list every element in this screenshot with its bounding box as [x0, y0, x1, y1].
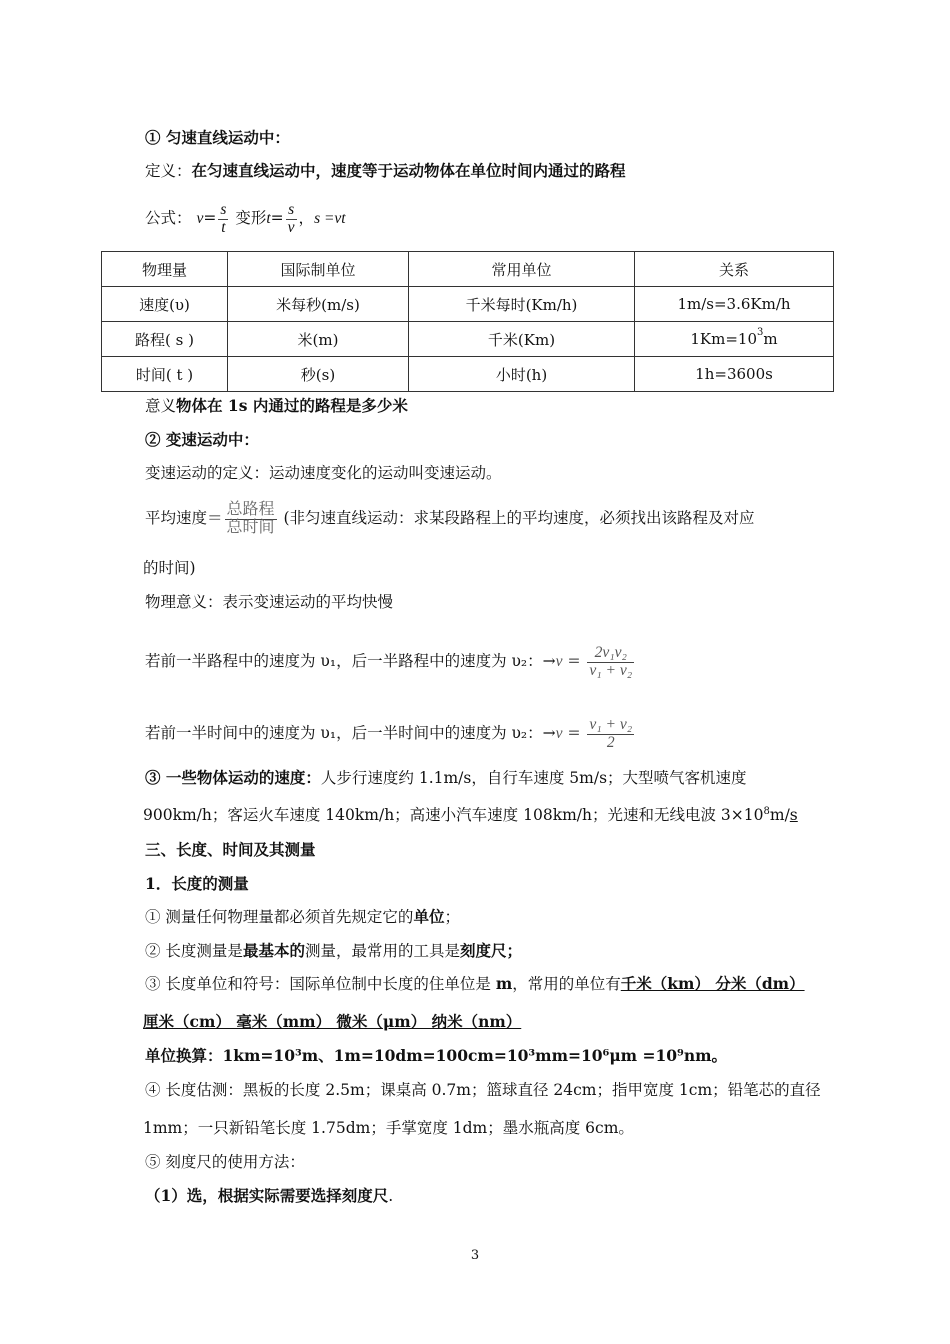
frac-num-v1-plus-v2: v₁ + v₂ — [589, 716, 633, 734]
speeds-line-1 — [145, 768, 747, 788]
frac-num-total-distance: 总路程 — [226, 500, 275, 518]
fraction-s-over-t — [218, 202, 228, 236]
formula-s-vt: s =vt — [314, 210, 346, 227]
heading-uniform-motion: ① 匀速直线运动中： — [145, 128, 290, 147]
frac-num-s2: s — [288, 201, 295, 219]
unit-conversion: 单位换算：1km=10³m、1m=10dm=100cm=10³mm=10⁶μm =10⁹nm。 — [145, 1046, 727, 1065]
speeds-exponent: 8 — [763, 806, 770, 817]
frac-den-v1-plus-v2: v₁ + v₂ — [589, 661, 633, 679]
speeds-unit-s: s — [789, 806, 798, 824]
units-table — [101, 251, 834, 392]
meaning-line — [145, 396, 408, 416]
frac-num-2v1v2: 2v₁v₂ — [594, 644, 627, 662]
frac-den-2: 2 — [587, 734, 634, 751]
table-cell: 时间( t ) — [102, 357, 228, 392]
table-header-cell: 物理量 — [102, 252, 228, 287]
table-header-row — [102, 252, 834, 287]
speeds-unit: m/ — [769, 806, 790, 824]
half-time-eq: = — [562, 724, 586, 742]
point-2-text-b: 测量，最常用的工具是 — [304, 942, 460, 960]
formula-label: 公式： — [145, 209, 192, 227]
half-distance-eq: = — [562, 652, 586, 670]
point-1-end: ； — [444, 908, 460, 926]
definition-label: 定义： — [145, 162, 192, 180]
table-cell: 速度(υ) — [102, 287, 228, 322]
point-4-cont: 1mm；一只新铅笔长度 1.75dm；手掌宽度 1dm；墨水瓶高度 6cm。 — [143, 1119, 634, 1137]
half-distance-text: 若前一半路程中的速度为 υ₁，后一半路程中的速度为 υ₂：→ — [145, 652, 556, 670]
point-1-bold: 单位 — [413, 907, 445, 926]
point-5: ⑤ 刻度尺的使用方法： — [145, 1153, 305, 1171]
point-6-end: . — [388, 1187, 394, 1205]
point-2 — [145, 941, 522, 961]
table-header-cell: 国际制单位 — [228, 252, 409, 287]
formula-line — [145, 196, 346, 240]
formula-transform-label: 变形 — [235, 209, 267, 227]
table-cell: 1m/s=3.6Km/h — [635, 287, 834, 322]
formula-equals: = — [203, 209, 217, 227]
heading-variable-motion: ② 变速运动中： — [145, 430, 259, 449]
fraction-s-over-v — [286, 202, 297, 236]
table-cell: 小时(h) — [409, 357, 635, 392]
table-row — [102, 322, 834, 357]
point-3-bold: m — [495, 974, 513, 993]
relation-unit: m — [763, 330, 778, 348]
point-3-cont: 厘米（cm） 毫米（mm） 微米（μm） 纳米（nm） — [143, 1012, 522, 1031]
definition-line — [145, 161, 626, 181]
relation-exponent: 3 — [757, 327, 764, 338]
half-distance-v: v — [555, 653, 563, 670]
speeds-line-2 — [143, 805, 798, 825]
table-cell: 1h=3600s — [635, 357, 834, 392]
point-2-bold-b: 刻度尺； — [459, 941, 522, 960]
point-2-text-a: ② 长度测量是 — [145, 942, 243, 960]
point-3-text-a: ③ 长度单位和符号：国际单位制中长度的住单位是 — [145, 975, 496, 993]
speeds-text-2: 900km/h；客运火车速度 140km/h；高速小汽车速度 108km/h；光速和无线电波 3×10 — [143, 806, 764, 824]
meaning-label: 意义 — [145, 397, 177, 415]
average-speed-label: 平均速度＝ — [145, 509, 223, 527]
fraction-harmonic-mean — [587, 645, 634, 679]
average-speed-note-cont: 的时间) — [143, 559, 196, 577]
half-time-v: v — [555, 725, 563, 742]
subsection-title: 1．长度的测量 — [145, 874, 249, 893]
table-row — [102, 357, 834, 392]
speeds-heading: ③ 一些物体运动的速度： — [145, 768, 321, 787]
average-speed-note: (非匀速直线运动：求某段路程上的平均速度，必须找出该路程及对应 — [283, 509, 755, 527]
table-cell: 秒(s) — [228, 357, 409, 392]
formula-equals-2: = — [270, 209, 284, 227]
formula-comma: ， — [298, 209, 315, 227]
half-distance-line — [145, 636, 636, 686]
half-time-text: 若前一半时间中的速度为 υ₁，后一半时间中的速度为 υ₂：→ — [145, 724, 556, 742]
formula-t: t — [266, 210, 271, 227]
frac-den-t: t — [218, 219, 228, 236]
point-6 — [145, 1186, 393, 1206]
frac-num-s: s — [220, 201, 227, 219]
table-header-cell: 常用单位 — [409, 252, 635, 287]
fraction-total-distance-over-time — [225, 502, 277, 537]
point-3-text-b: ，常用的单位有 — [512, 975, 621, 993]
point-2-bold-a: 最基本的 — [242, 941, 305, 960]
relation-text: 1Km=10 — [690, 330, 758, 348]
table-cell: 米每秒(m/s) — [228, 287, 409, 322]
section-title: 三、长度、时间及其测量 — [145, 840, 316, 859]
table-header-cell: 关系 — [635, 252, 834, 287]
table-cell — [635, 322, 834, 357]
frac-den-v: v — [287, 218, 295, 236]
table-cell: 千米每时(Km/h) — [409, 287, 635, 322]
fraction-arithmetic-mean — [587, 717, 634, 751]
meaning-text: 物体在 1s 内通过的路程是多少米 — [176, 396, 408, 415]
table-cell: 米(m) — [228, 322, 409, 357]
frac-den-total-time: 总时间 — [226, 518, 275, 536]
physical-meaning: 物理意义：表示变速运动的平均快慢 — [145, 593, 394, 611]
page-number: 3 — [470, 1248, 480, 1263]
point-4: ④ 长度估测：黑板的长度 2.5m；课桌高 0.7m；篮球直径 24cm；指甲宽度 1cm；铅笔芯的直径 — [145, 1081, 821, 1099]
average-speed-line — [145, 496, 755, 540]
table-cell: 千米(Km) — [409, 322, 635, 357]
half-time-line — [145, 708, 636, 758]
definition-text: 在匀速直线运动中，速度等于运动物体在单位时间内通过的路程 — [191, 161, 626, 180]
point-3 — [145, 974, 805, 994]
point-3-units-a: 千米（km） 分米（dm） — [620, 974, 805, 993]
point-1-text: ① 测量任何物理量都必须首先规定它的 — [145, 908, 414, 926]
variable-motion-definition: 变速运动的定义：运动速度变化的运动叫变速运动。 — [145, 464, 502, 482]
formula-v: v — [196, 210, 204, 227]
table-cell: 路程( s ) — [102, 322, 228, 357]
speeds-text-1: 人步行速度约 1.1m/s，自行车速度 5m/s；大型喷气客机速度 — [320, 769, 747, 787]
point-1 — [145, 907, 460, 927]
point-6-bold: （1）选，根据实际需要选择刻度尺 — [145, 1186, 389, 1205]
table-row — [102, 287, 834, 322]
